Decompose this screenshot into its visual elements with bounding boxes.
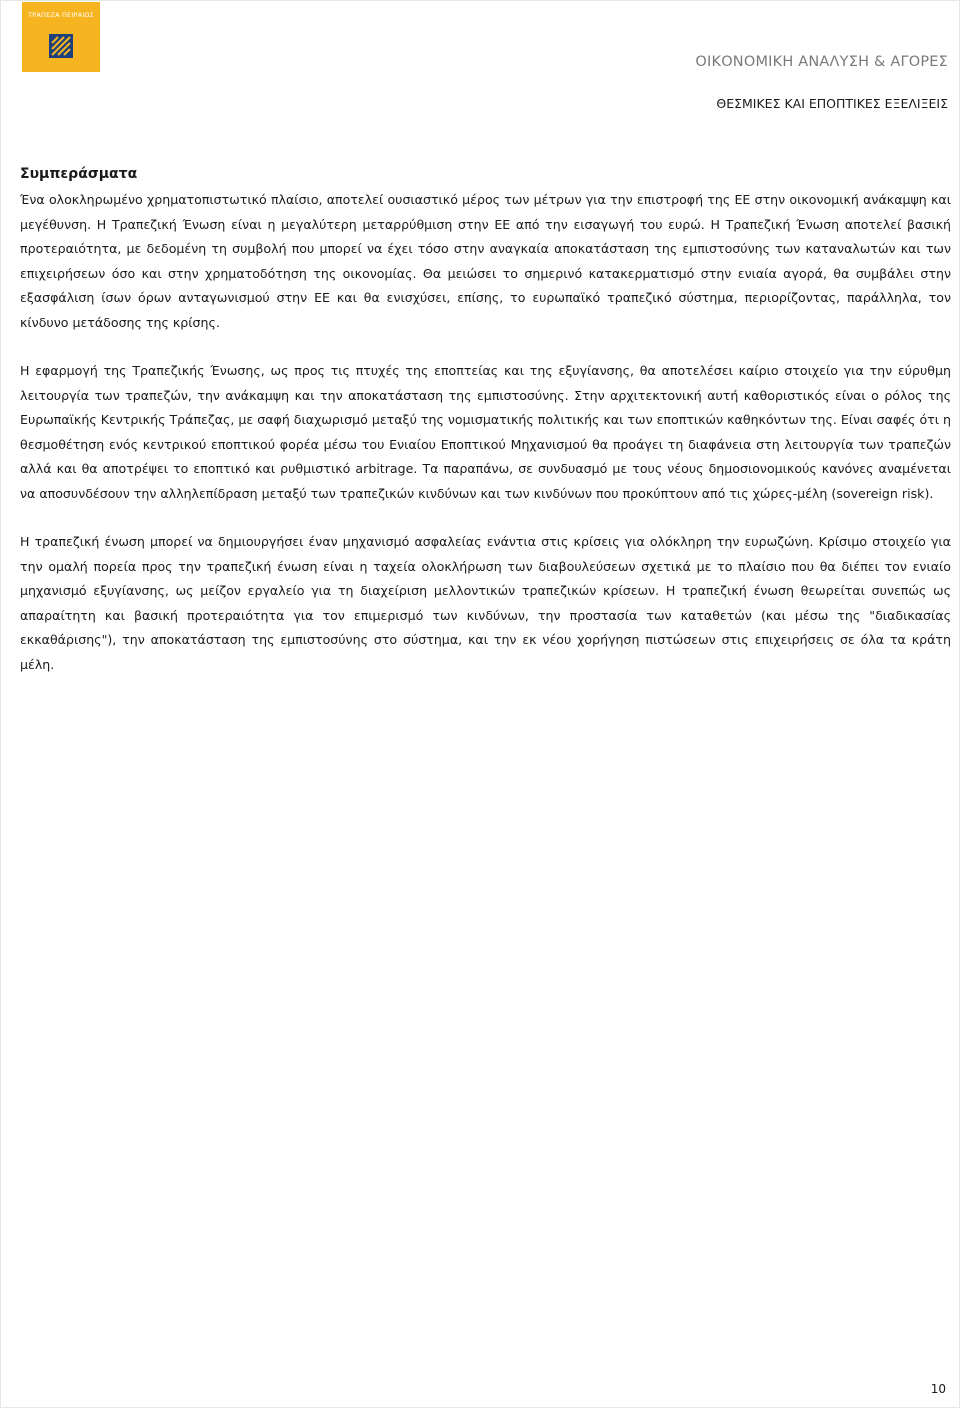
paragraph: Ένα ολοκληρωμένο χρηματοπιστωτικό πλαίσιο, αποτελεί ουσιαστικό μέρος των μέτρων για την επιστροφή της ΕΕ στην οικονομική ανάκαμψη και μεγέθυνση. Η Τραπεζική Ένωση είναι η μεγαλύτερη μεταρρύθμιση στην ΕΕ από την εισαγωγή του ευρώ. Η Τραπεζική Ένωση αποτελεί βασική προτεραιότητα, με δεδομένη τη συμβολή που μπορεί να έχει τόσο στην αναγκαία αποκατάσταση της εμπιστοσύνης των καταναλωτών και των επιχειρήσεων όσο και στην χρηματοδότηση της οικονομίας. Θα μειώσει το σημερινό κατακερματισμό στην ενιαία αγορά, θα συμβάλει στην εξασφάλιση ίσων όρων ανταγωνισμού στην ΕΕ και θα ενισχύσει, επίσης, το ευρωπαϊκό τραπεζικό σύστημα, περιορίζοντας, παράλληλα, τον κίνδυνο μετάδοσης της κρίσης. [20,192,951,330]
bank-logo [22,2,100,72]
section-title: Συμπεράσματα [20,166,138,182]
header-title: ΟΙΚΟΝΟΜΙΚΗ ΑΝΑΛΥΣΗ & ΑΓΟΡΕΣ [695,54,948,70]
document-body [20,164,951,701]
logo-text: ΤΡΑΠΕΖΑ ΠΕΙΡΑΙΩΣ [28,11,94,19]
header-subtitle: ΘΕΣΜΙΚΕΣ ΚΑΙ ΕΠΟΠΤΙΚΕΣ ΕΞΕΛΙΞΕΙΣ [716,96,948,111]
piraeus-bank-logo-icon [49,34,73,58]
page-number: 10 [930,1382,946,1396]
paragraph: Η τραπεζική ένωση μπορεί να δημιουργήσει έναν μηχανισμό ασφαλείας ενάντια στις κρίσεις για ολόκληρη την ευρωζώνη. Κρίσιμο στοιχείο για την ομαλή πορεία προς την τραπεζική ένωση είναι η ταχεία ολοκλήρωση των διαβουλεύσεων σχετικά με το πλαίσιο που θα διέπει τον ενιαίο μηχανισμό εξυγίανσης, ως μείζον εργαλείο για τη διαχείριση μελλοντικών τραπεζικών κρίσεων. Η τραπεζική ένωση θεωρείται συνεπώς ως απαραίτητη και βασική προτεραιότητα για τον επιμερισμό των κινδύνων, την προστασία των καταθετών (και μέσω της "διαδικασίας εκκαθάρισης"), την αποκατάσταση της εμπιστοσύνης στο σύστημα, και την εκ νέου χορήγηση πιστώσεων στις επιχειρήσεις σε όλα τα κράτη μέλη. [20,534,951,672]
paragraph: Η εφαρμογή της Τραπεζικής Ένωσης, ως προς τις πτυχές της εποπτείας και της εξυγίανσης, θα αποτελέσει καίριο στοιχείο για την εύρυθμη λειτουργία των τραπεζών, την ανάκαμψη και την αποκατάσταση της εμπιστοσύνης. Στην αρχιτεκτονική αυτή καθοριστικός είναι ο ρόλος της Ευρωπαϊκής Κεντρικής Τράπεζας, με σαφή διαχωρισμό μεταξύ της νομισματικής πολιτικής και των εποπτικών καθηκόντων της. Είναι σαφές ότι η θεσμοθέτηση ενός κεντρικού εποπτικού φορέα μέσω του Ενιαίου Εποπτικού Μηχανισμού θα προάγει τη διαφάνεια στη λειτουργία των τραπεζών αλλά και θα αποτρέψει το εποπτικό και ρυθμιστικό arbitrage. Τα παραπάνω, σε συνδυασμό με τους νέους δημοσιονομικούς κανόνες αναμένεται να αποσυνδέσουν την αλληλεπίδραση μεταξύ των τραπεζικών κινδύνων και των κινδύνων που προκύπτουν από τις χώρες-μέλη (sovereign risk). [20,363,951,501]
